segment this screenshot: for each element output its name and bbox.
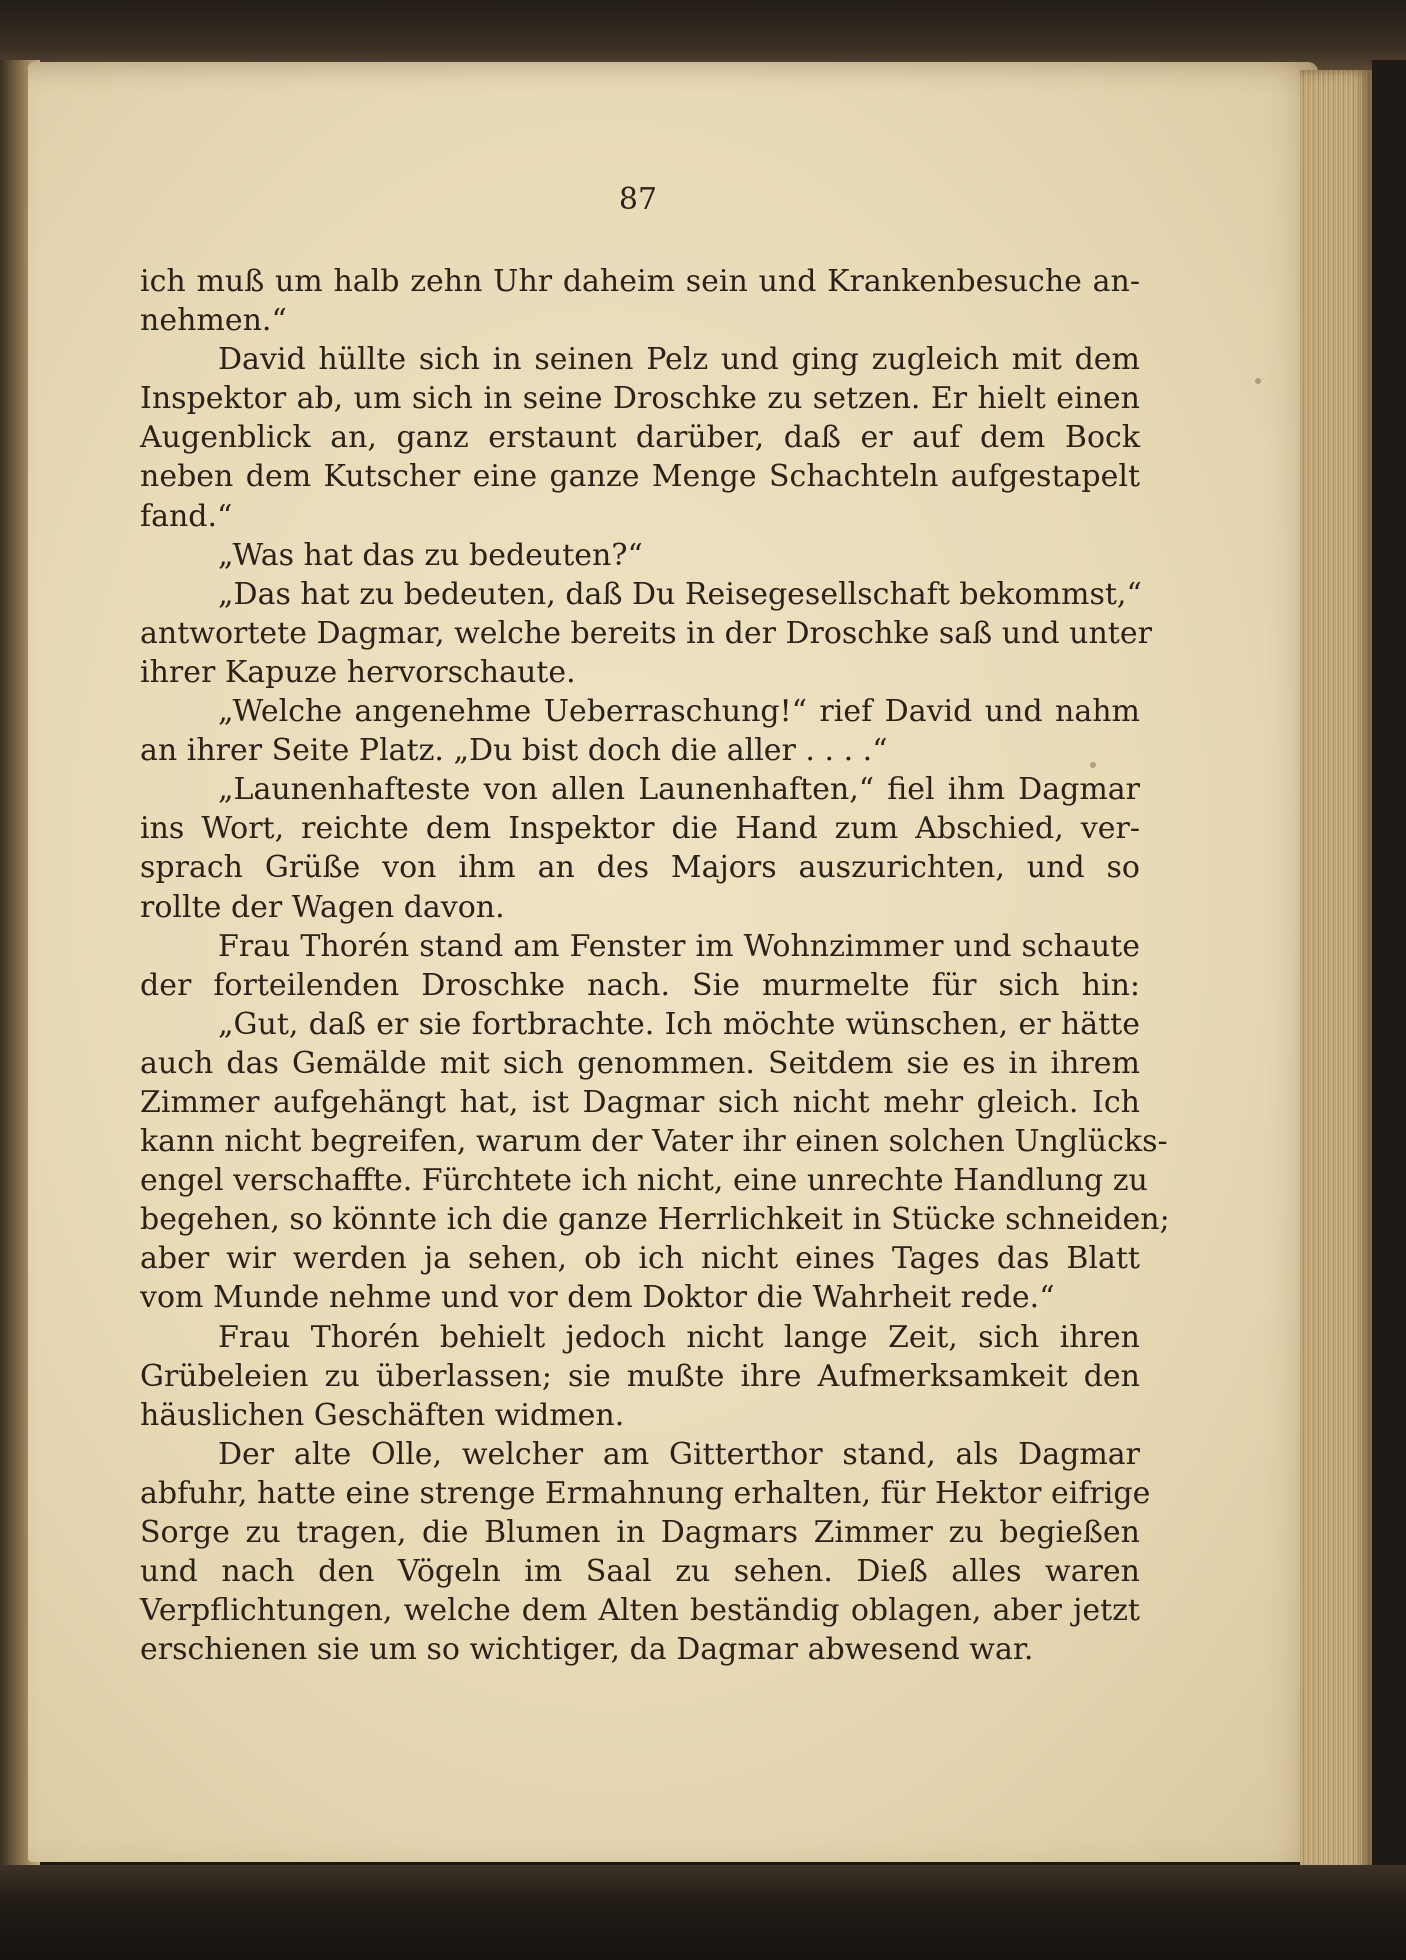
text-line: neben dem Kutscher eine ganze Menge Schachteln aufgestapelt — [140, 459, 1140, 495]
body-text — [140, 262, 1170, 1669]
text-line: sprach Grüße von ihm an des Majors auszurichten, und so — [140, 850, 1140, 886]
text-line: ins Wort, reichte dem Inspektor die Hand zum Abschied, ver- — [140, 811, 1140, 847]
text-line: rollte der Wagen davon. — [140, 889, 505, 925]
text-line: David hüllte sich in seinen Pelz und ging zugleich mit dem — [218, 342, 1140, 378]
text-line: vom Munde nehme und vor dem Doktor die Wahrheit rede.“ — [140, 1280, 1055, 1316]
text-line: ich muß um halb zehn Uhr daheim sein und Krankenbesuche an- — [140, 264, 1140, 299]
text-line: kann nicht begreifen, warum der Vater ihr einen solchen Unglücks- — [140, 1124, 1168, 1160]
text-line: Frau Thorén behielt jedoch nicht lange Zeit, sich ihren — [218, 1319, 1140, 1355]
text-line: nehmen.“ — [140, 303, 287, 339]
text-line: Zimmer aufgehängt hat, ist Dagmar sich nicht mehr gleich. Ich — [140, 1084, 1140, 1120]
paper-speck — [1255, 378, 1261, 384]
text-line: der forteilenden Droschke nach. Sie murmelte für sich hin: — [140, 967, 1140, 1003]
text-line: „Welche angenehme Ueberraschung!“ rief David und nahm — [218, 694, 1140, 730]
text-line: ihrer Kapuze hervorschaute. — [140, 654, 576, 690]
text-line: Sorge zu tragen, die Blumen in Dagmars Zimmer zu begießen — [140, 1515, 1140, 1550]
text-line: und nach den Vögeln im Saal zu sehen. Dieß alles waren — [140, 1554, 1140, 1590]
text-line: „Das hat zu bedeuten, daß Du Reisegesellschaft bekommst,“ — [218, 576, 1142, 612]
text-line: Verpflichtungen, welche dem Alten beständig oblagen, aber jetzt — [140, 1593, 1140, 1629]
text-line: Grübeleien zu überlassen; sie mußte ihre Aufmerksamkeit den — [140, 1358, 1140, 1394]
text-line: „Gut, daß er sie fortbrachte. Ich möchte wünschen, er hätte — [218, 1006, 1140, 1042]
text-line: Inspektor ab, um sich in seine Droschke zu setzen. Er hielt einen — [140, 381, 1140, 417]
text-line: Frau Thorén stand am Fenster im Wohnzimmer und schaute — [218, 928, 1140, 964]
text-line: auch das Gemälde mit sich genommen. Seitdem sie es in ihrem — [140, 1045, 1140, 1081]
text-line: abfuhr, hatte eine strenge Ermahnung erhalten, für Hektor eifrige — [140, 1475, 1151, 1511]
text-line: erschienen sie um so wichtiger, da Dagmar abwesend war. — [140, 1632, 1034, 1668]
text-line: engel verschaffte. Fürchtete ich nicht, eine unrechte Handlung zu — [140, 1163, 1148, 1199]
text-line: Der alte Olle, welcher am Gitterthor stand, als Dagmar — [218, 1436, 1140, 1472]
text-line: begehen, so könnte ich die ganze Herrlichkeit in Stücke schneiden; — [140, 1202, 1170, 1238]
book-frame-bottom — [0, 1865, 1406, 1960]
text-line: fand.“ — [140, 498, 233, 534]
text-line: häuslichen Geschäften widmen. — [140, 1397, 625, 1433]
page-stack-edge — [1300, 70, 1372, 1880]
text-line: Augenblick an, ganz erstaunt darüber, daß er auf dem Bock — [140, 420, 1140, 456]
text-line: „Was hat das zu bedeuten?“ — [218, 537, 643, 573]
page-number: 87 — [618, 182, 658, 217]
text-line: „Launenhafteste von allen Launenhaften,“ fiel ihm Dagmar — [218, 772, 1140, 808]
text-line: an ihrer Seite Platz. „Du bist doch die aller . . . .“ — [140, 733, 888, 769]
text-line: aber wir werden ja sehen, ob ich nicht eines Tages das Blatt — [140, 1241, 1140, 1277]
book-frame-top — [0, 0, 1406, 70]
book-cover-edge — [1372, 60, 1406, 1960]
text-line: antwortete Dagmar, welche bereits in der Droschke saß und unter — [140, 615, 1152, 651]
